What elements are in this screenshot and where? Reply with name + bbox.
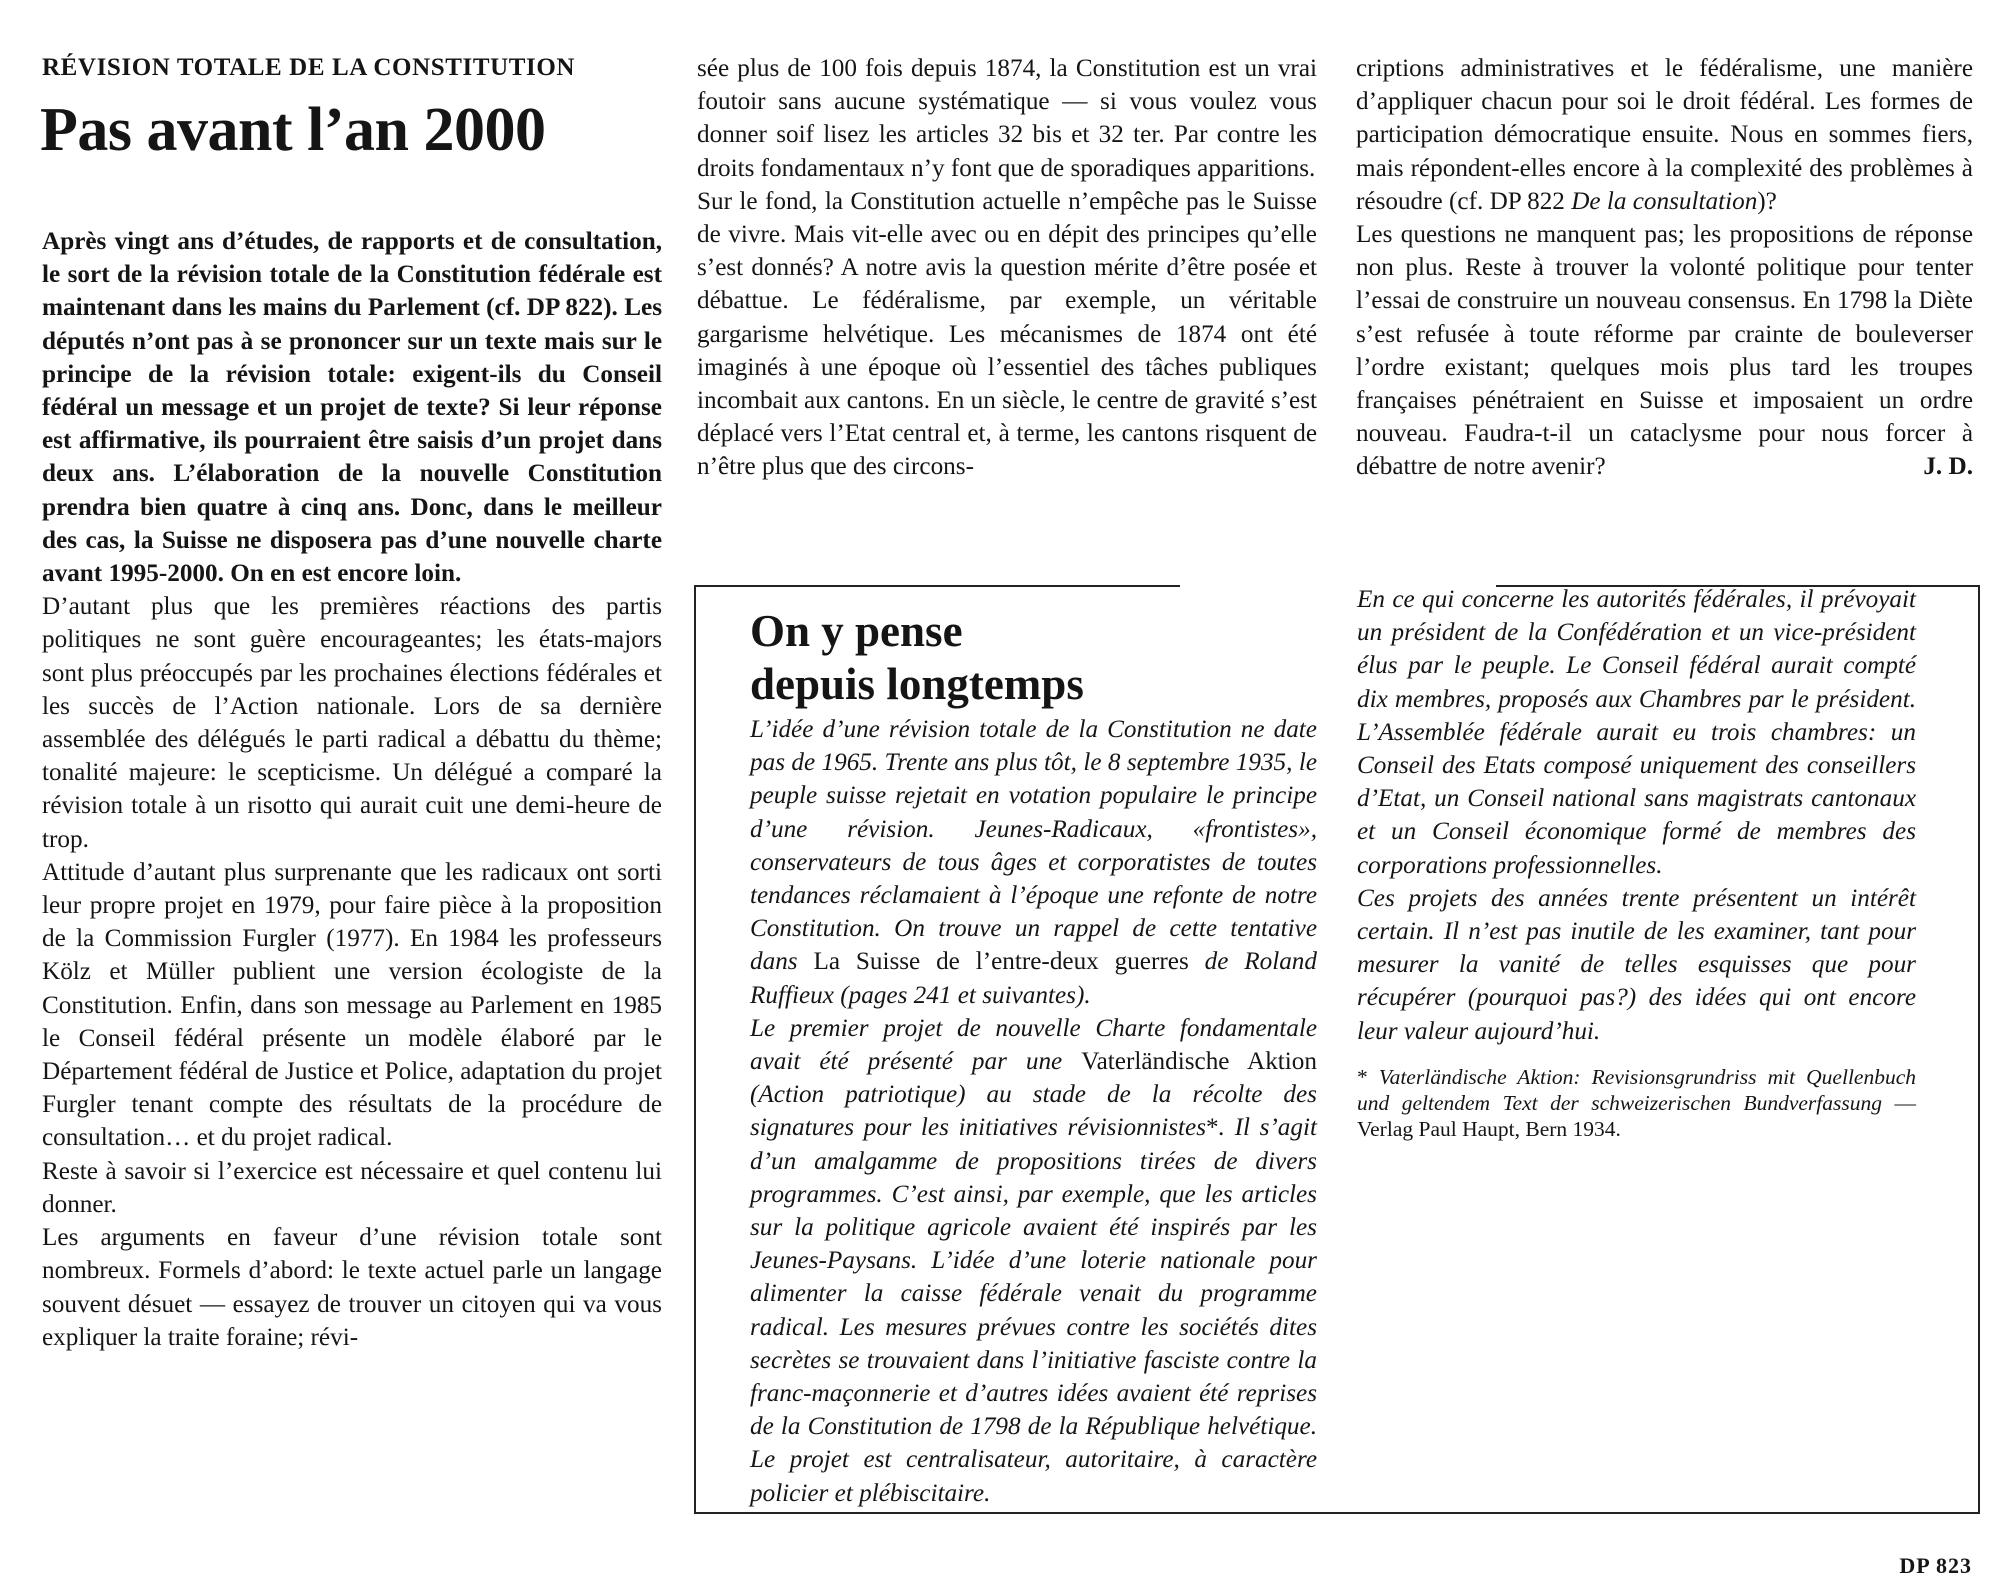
col1-paragraph: Les arguments en faveur d’une révision totale sont nombreux. Formels d’abord: le texte actuel parle un langage souvent désuet — essayez de trouver un citoyen qui va vous expliquer la traite foraine; révi- [42,1224,662,1351]
page-number: DP 823 [1899,1553,1972,1578]
sidebar-title-line: On y pense [750,606,963,656]
col1-paragraph: Attitude d’autant plus surprenante que les radicaux ont sorti leur propre projet en 1979, pour faire pièce à la proposition de la Commission Furgler (1977). En 1984 les professeurs Kölz et Müller publient une version écologiste de la Constitution. Enfin, dans son message au Parlement en 1985 le Conseil fédéral présente un modèle élaboré par le Département fédéral de Justice et Police, adaptation du projet Furgler tenant compte des résultats de la procédure de consultation… et du projet radical. [42,858,662,1152]
box-top-rule [694,585,1180,587]
col3-text: )? [1757,187,1777,215]
sidebar-text: L’idée d’une révision totale de la Constitution ne date pas de 1965. Trente ans plus tôt, le 8 septembre 1935, le peuple suisse rejetait en votation populaire le principe d’une révision. Jeunes-Radicaux, «frontistes», conservateurs de tous âges et corporatistes de toutes tendances réclamaient à l’époque une refonte de notre Constitution. On trouve un rappel de cette tentative dans [750,716,1317,976]
footnote-mark: * [1206,1114,1219,1142]
sidebar-box [694,585,1980,1514]
sidebar-paragraph [750,1012,1317,1510]
col3-text: criptions administratives et le fédéralisme, une manière d’appliquer chacun pour soi le droit fédéral. Les formes de participation démocratique ensuite. Nous en sommes fiers, mais répondent-elles encore à la complexité des problèmes à résoudre (cf. DP 822 [1356,55,1973,215]
col3-paragraph: Les questions ne manquent pas; les propositions de réponse non plus. Reste à trouver la volonté politique pour tenter l’essai de construire un nouveau consensus. En 1798 la Diète s’est refusée à toute réforme par crainte de bouleverser l’ordre existant; quelques mois plus tard les troupes françaises pénétraient en Suisse et imposaient un ordre nouveau. Faudra-t-il un cataclysme pour nous forcer à débattre de notre avenir? [1356,221,1973,481]
col2-paragraph: Sur le fond, la Constitution actuelle n’empêche pas le Suisse de vivre. Mais vit-elle avec ou en dépit des principes qu’elle s’est donnés? A notre avis la question mérite d’être posée et débattue. Le fédéralisme, par exemple, un véritable gargarisme helvétique. Les mécanismes de 1874 ont été imaginés à une époque où l’essentiel des tâches publiques incombait aux cantons. En un siècle, le centre de gravité s’est déplacé vers l’Etat central et, à terme, les cantons risquent de n’être plus que des circons- [697,187,1317,481]
col2-paragraph: sée plus de 100 fois depuis 1874, la Constitution est un vrai foutoir sans aucune systématique — si vous voulez vous donner soif lisez les articles 32 bis et 32 ter. Par contre les droits fondamentaux n’y font que de sporadiques apparitions. [697,55,1317,182]
sidebar-text: de Roland Ruffieux (pages 241 et suivantes). [750,948,1317,1009]
footnote [1357,1064,1916,1142]
footnote-text: — Verlag Paul Haupt, Bern 1934. [1357,1090,1916,1141]
col1-paragraph: D’autant plus que les premières réactions des partis politiques ne sont guère encourageantes; les états-majors sont plus préoccupés par les prochaines élections fédérales et les succès de l’Action nationale. Lors de sa dernière assemblée des délégués le parti radical a débattu du thème; tonalité majeure: le scepticisme. Un délégué a comparé la révision totale à un risotto qui aurait cuit une demi-heure de trop. [42,593,662,853]
footnote-text: Vaterländische Aktion: Revisionsgrundriss mit Quellenbuch und geltendem Text der schweizerischen Bundverfassung [1357,1064,1916,1115]
sidebar-column-1 [750,713,1317,1510]
col3-final-paragraph [1356,218,1973,484]
column-1 [42,225,662,1354]
article-title: Pas avant l’an 2000 [40,96,546,164]
col3-italic-text: De la consultation [1571,187,1758,215]
sidebar-text: Le premier projet de nouvelle Charte fondamentale avait été présenté par une [750,1014,1317,1076]
col3-paragraph [1356,52,1973,218]
column-2 [697,52,1317,484]
sidebar-title-line: depuis longtemps [750,659,1084,709]
article-kicker: RÉVISION TOTALE DE LA CONSTITUTION [42,54,576,81]
footnote-mark: * [1357,1064,1368,1089]
col1-paragraph: Reste à savoir si l’exercice est nécessaire et quel contenu lui donner. [42,1157,662,1218]
sidebar-paragraph: En ce qui concerne les autorités fédérales, il prévoyait un président de la Confédération et un vice-président élus par le peuple. Le Conseil fédéral aurait compté dix membres, proposés aux Chambres par le président. L’Assemblée fédérale aurait eu trois chambres: un Conseil des Etats composé uniquement des conseillers d’Etat, un Conseil national sans magistrats cantonaux et un Conseil économique formé de membres des corporations professionnelles. [1357,586,1916,879]
sidebar-paragraph [750,713,1317,1012]
article-lead: Après vingt ans d’études, de rapports et de consultation, le sort de la révision totale de la Constitution fédérale est maintenant dans les mains du Parlement (cf. DP 822). Les députés n’ont pas à se prononcer sur un texte mais sur le principe de la révision totale: exigent-ils du Conseil fédéral un message et un projet de texte? Si leur réponse est affirmative, ils pourraient être saisis d’un projet dans deux ans. L’élaboration de la nouvelle Constitution prendra bien quatre à cinq ans. Donc, dans le meilleur des cas, la Suisse ne disposera pas d’une nouvelle charte avant 1995-2000. On en est encore loin. [42,228,662,588]
sidebar-column-2 [1357,583,1916,1142]
column-3 [1356,52,1973,484]
sidebar-title [750,605,1310,711]
movement-name: Vaterländische Aktion [1081,1048,1317,1076]
author-signature: J. D. [1923,453,1973,481]
book-title: La Suisse de l’entre-deux guerres [813,948,1189,976]
sidebar-text: (Action patriotique) au stade de la récolte des signatures pour les initiatives révisionnistes [750,1081,1317,1142]
sidebar-text: . Il s’agit d’un amalgamme de propositions tirées de divers programmes. C’est ainsi, par exemple, que les articles sur la politique agricole avaient été inspirés par les Jeunes-Paysans. L’idée d’une loterie nationale pour alimenter la caisse fédérale venait du programme radical. Les mesures prévues contre les sociétés dites secrètes se trouvaient dans l’initiative fasciste contre la franc-maçonnerie et d’autres idées avaient été reprises de la Constitution de 1798 de la République helvétique. Le projet est centralisateur, autoritaire, à caractère policier et plébiscitaire. [750,1114,1317,1507]
sidebar-paragraph: Ces projets des années trente présentent un intérêt certain. Il n’est pas inutile de les examiner, tant pour mesurer la vanité de telles esquisses que pour récupérer (pourquoi pas?) des idées qui ont encore leur valeur aujourd’hui. [1357,884,1916,1045]
